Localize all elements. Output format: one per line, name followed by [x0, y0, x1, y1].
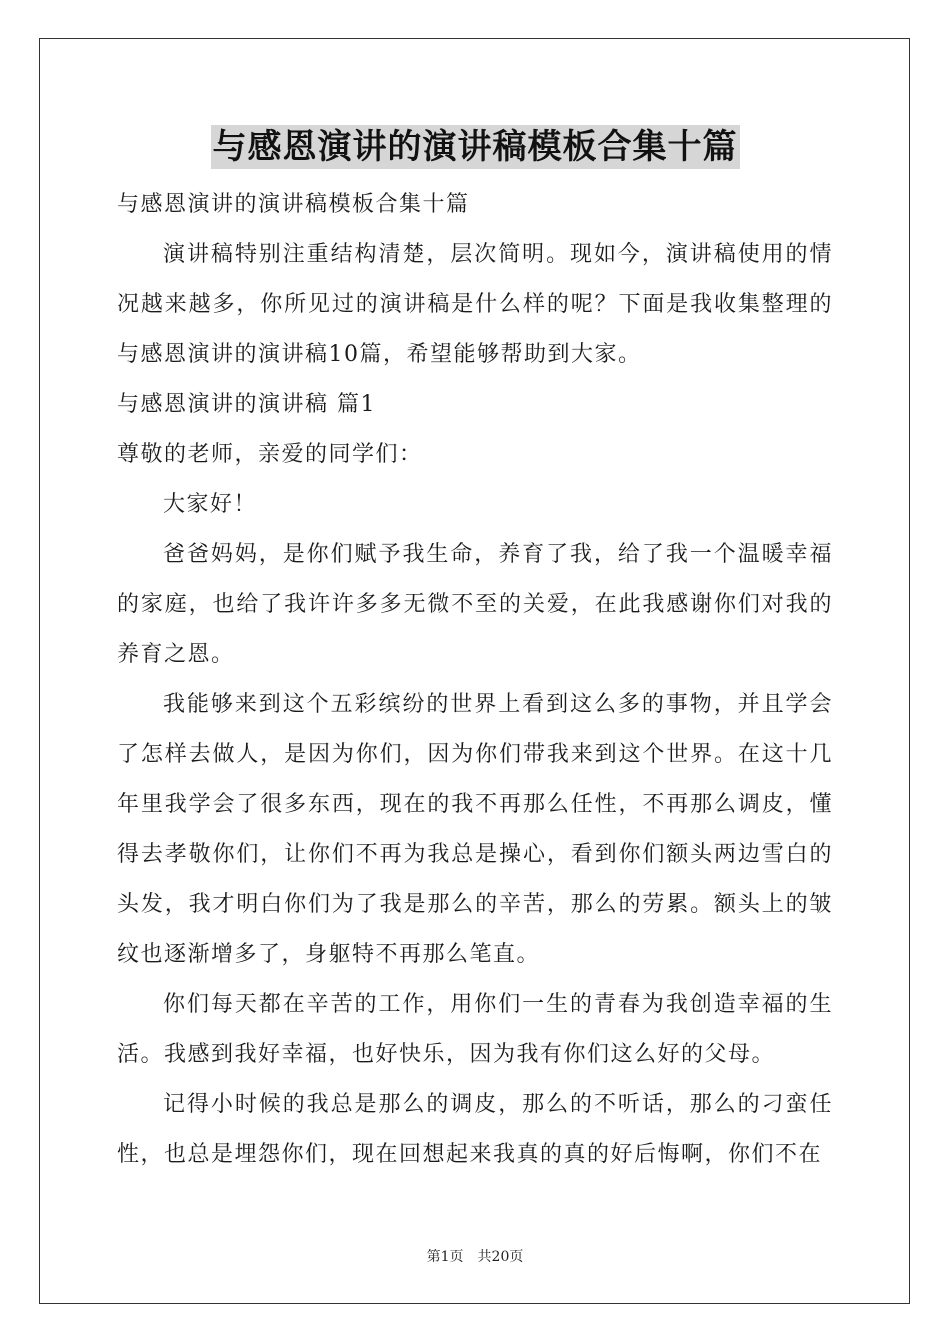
- document-title: 与感恩演讲的演讲稿模板合集十篇: [212, 127, 738, 167]
- intro-paragraph: 演讲稿特别注重结构清楚，层次简明。现如今，演讲稿使用的情况越来越多，你所见过的演讲稿是什么样的呢？下面是我收集整理的与感恩演讲的演讲稿10篇，希望能够帮助到大家。: [117, 242, 833, 367]
- body-paragraph: 记得小时候的我总是那么的调皮，那么的不听话，那么的刁蛮任性，也总是埋怨你们，现在回想起来我真的真的好后悔啊，你们不在: [117, 1092, 833, 1167]
- body-paragraph: 我能够来到这个五彩缤纷的世界上看到这么多的事物，并且学会了怎样去做人，是因为你们，因为你们带我来到这个世界。在这十几年里我学会了很多东西，现在的我不再那么任性，不再那么调皮，懂得去孝敬你们，让你们不再为我总是操心，看到你们额头两边雪白的头发，我才明白你们为了我是那么的辛苦，那么的劳累。额头上的皱纹也逐渐增多了，身躯特不再那么笔直。: [117, 692, 833, 967]
- page-total: 共20页: [477, 1249, 524, 1265]
- document-body: [117, 180, 833, 1180]
- page-footer: [0, 1246, 950, 1266]
- body-paragraph: 爸爸妈妈，是你们赋予我生命，养育了我，给了我一个温暖幸福的家庭，也给了我许许多多无微不至的关爱，在此我感谢你们对我的养育之恩。: [117, 542, 833, 667]
- body-paragraph: 你们每天都在辛苦的工作，用你们一生的青春为我创造幸福的生活。我感到我好幸福，也好快乐，因为我有你们这么好的父母。: [117, 992, 833, 1067]
- greeting: 大家好！: [163, 492, 258, 517]
- salutation: 尊敬的老师，亲爱的同学们：: [117, 442, 423, 467]
- subtitle-paragraph: 与感恩演讲的演讲稿模板合集十篇: [117, 192, 470, 217]
- title-container: [0, 125, 950, 169]
- page-number: 第1页: [426, 1249, 464, 1265]
- section-heading: 与感恩演讲的演讲稿 篇1: [117, 392, 376, 417]
